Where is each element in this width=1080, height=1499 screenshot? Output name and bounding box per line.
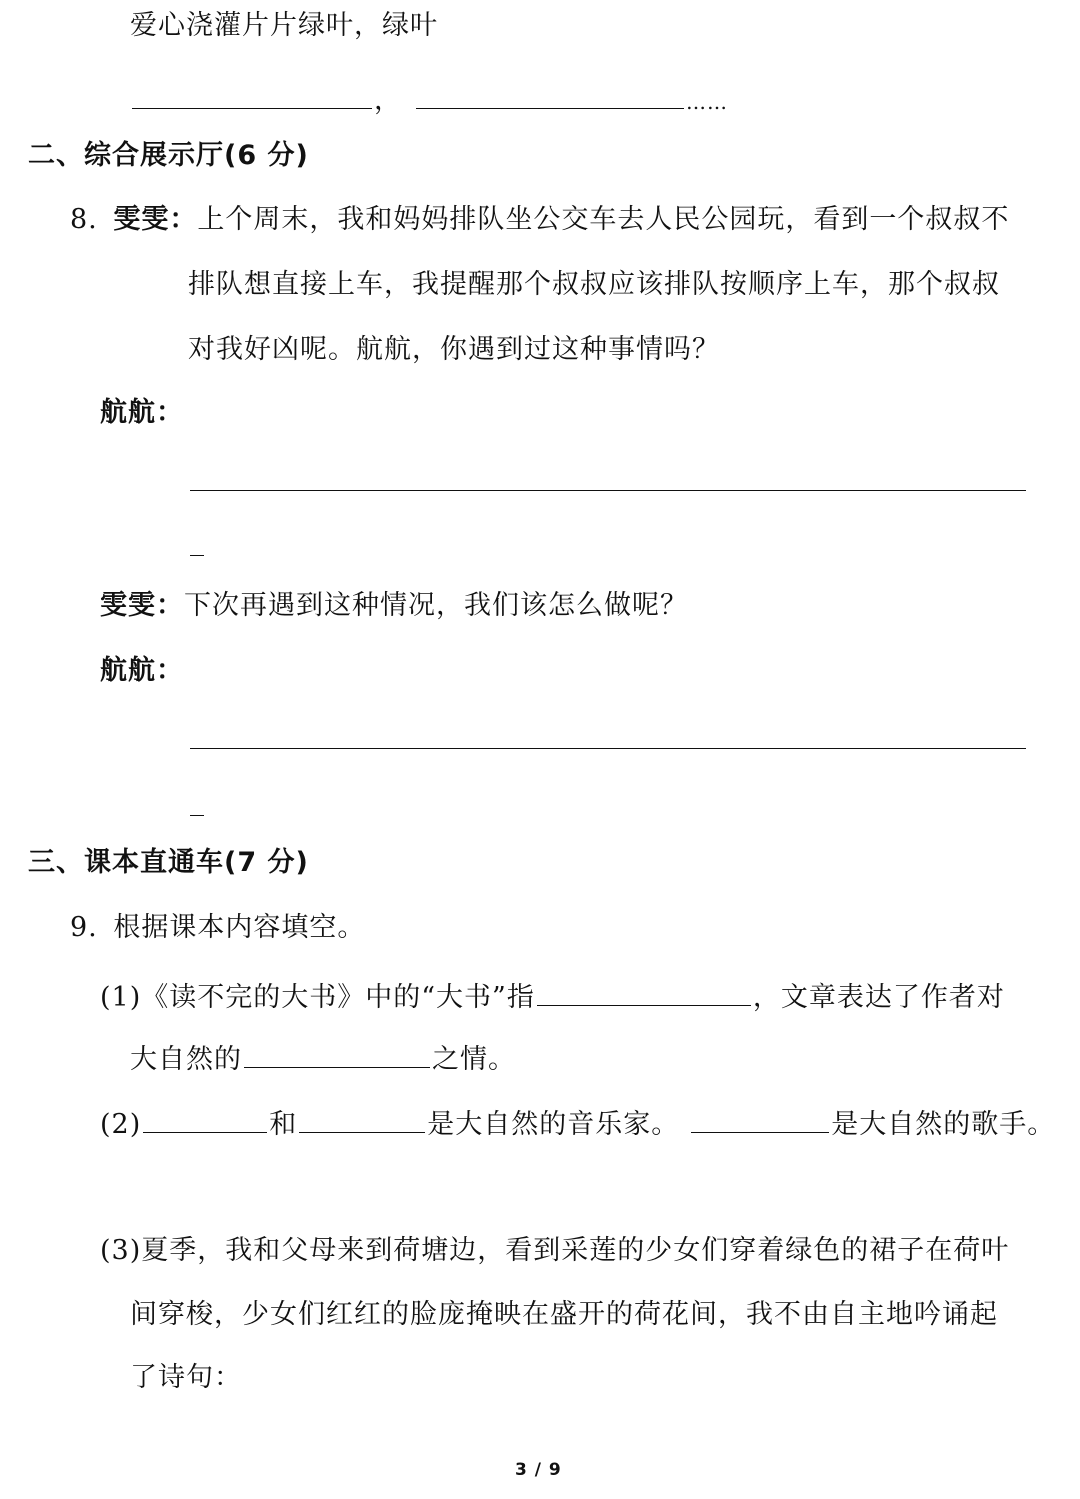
answer-line-2[interactable] — [190, 748, 1026, 749]
question-8-line-3: 对我好凶呢。航航，你遇到过这种事情吗？ — [188, 334, 720, 365]
part-3-line-3: 了诗句： — [130, 1362, 242, 1393]
part-3-line-2: 间穿梭，少女们红红的脸庞掩映在盛开的荷花间，我不由自主地吟诵起 — [130, 1299, 998, 1330]
part-2-blank-3[interactable] — [691, 1102, 829, 1133]
answer-line-2-tail — [190, 815, 204, 816]
speaker-hanghang-1: 航航： — [100, 397, 184, 428]
part-1-blank-2[interactable] — [244, 1037, 430, 1068]
part-2-blank-2[interactable] — [299, 1102, 425, 1133]
part-1-line-2: 大自然的 之情。 — [130, 1037, 516, 1080]
part-1-blank-1[interactable] — [537, 975, 751, 1006]
speaker-wenwen: 雯雯： — [113, 204, 198, 235]
question-8-line-1: 8. 雯雯：上个周末，我和妈妈排队坐公交车去人民公园玩，看到一个叔叔不 — [70, 204, 1010, 235]
speaker-hanghang-2: 航航： — [100, 655, 184, 686]
section-2-heading: 二、综合展示厅(6 分) — [28, 140, 309, 171]
page-number: 3 / 9 — [515, 1460, 562, 1480]
answer-line-1-tail — [190, 555, 204, 556]
poem-blank-1[interactable] — [132, 78, 372, 109]
part-1-line-1: (1)《读不完的大书》中的“大书”指 ，文章表达了作者对 — [100, 975, 1005, 1018]
part-2-blank-1[interactable] — [143, 1102, 267, 1133]
speaker-wenwen-2: 雯雯： — [100, 590, 184, 621]
answer-line-1[interactable] — [190, 490, 1026, 491]
question-number: 8. — [70, 204, 98, 235]
question-8-line-2: 排队想直接上车，我提醒那个叔叔应该排队按顺序上车，那个叔叔 — [188, 269, 1000, 300]
follow-up-question: 雯雯：下次再遇到这种情况，我们该怎么做呢？ — [100, 590, 688, 621]
question-number: 9. — [70, 912, 98, 943]
section-3-heading: 三、课本直通车(7 分) — [28, 847, 309, 878]
part-3-line-1: (3)夏季，我和父母来到荷塘边，看到采莲的少女们穿着绿色的裙子在荷叶 — [100, 1235, 1010, 1266]
poem-blank-2[interactable] — [416, 78, 684, 109]
question-9: 9. 根据课本内容填空。 — [70, 912, 366, 943]
poem-line: 爱心浇灌片片绿叶，绿叶 — [130, 10, 438, 41]
part-2-line: (2) 和 是大自然的音乐家。 是大自然的歌手。 — [100, 1102, 1055, 1145]
poem-blank-line: ， …… — [130, 78, 728, 122]
